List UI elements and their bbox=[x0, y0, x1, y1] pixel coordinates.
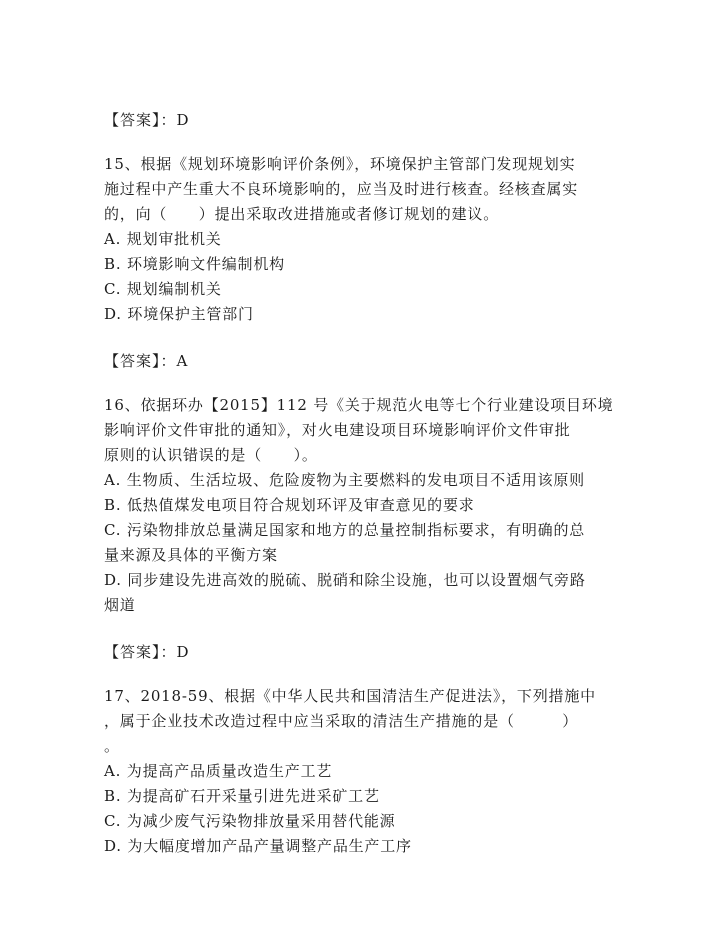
question-17-option-b: B. 为提高矿石开采量引进先进采矿工艺 bbox=[104, 787, 380, 805]
question-15-option-b: B. 环境影响文件编制机构 bbox=[104, 255, 285, 273]
question-16-option-d: D. 同步建设先进高效的脱硫、脱硝和除尘设施，也可以设置烟气旁路 bbox=[104, 571, 586, 589]
question-16-line-3: 原则的认识错误的是（ ）。 bbox=[104, 446, 318, 464]
question-15-line-2: 施过程中产生重大不良环境影响的，应当及时进行核查。经核查属实 bbox=[104, 180, 579, 198]
question-15-option-c: C. 规划编制机关 bbox=[104, 280, 222, 298]
question-15-line-1: 15、根据《规划环境影响评价条例》，环境保护主管部门发现规划实 bbox=[104, 155, 576, 173]
question-17-line-3: 。 bbox=[104, 737, 120, 755]
question-16-option-c-cont: 量来源及具体的平衡方案 bbox=[104, 546, 278, 564]
question-17-line-2: ，属于企业技术改造过程中应当采取的清洁生产措施的是（ ） bbox=[104, 712, 579, 730]
question-16-line-2: 影响评价文件审批的通知》，对火电建设项目环境影响评价文件审批 bbox=[104, 421, 571, 439]
question-16-option-b: B. 低热值煤发电项目符合规划环评及审查意见的要求 bbox=[104, 496, 475, 514]
question-17-option-d: D. 为大幅度增加产品产量调整产品生产工序 bbox=[104, 837, 412, 855]
question-16-option-c: C. 污染物排放总量满足国家和地方的总量控制指标要求，有明确的总 bbox=[104, 521, 586, 539]
question-15-option-a: A. 规划审批机关 bbox=[104, 230, 222, 248]
question-17-option-a: A. 为提高产品质量改造生产工艺 bbox=[104, 762, 333, 780]
question-15 bbox=[104, 152, 624, 327]
question-16-option-d-cont: 烟道 bbox=[104, 596, 136, 614]
question-16-option-a: A. 生物质、生活垃圾、危险废物为主要燃料的发电项目不适用该原则 bbox=[104, 471, 585, 489]
answer-line-14: 【答案】：D bbox=[104, 111, 190, 129]
question-17-option-c: C. 为减少废气污染物排放量采用替代能源 bbox=[104, 812, 396, 830]
question-15-line-3: 的，向（ ）提出采取改进措施或者修订规划的建议。 bbox=[104, 205, 500, 223]
answer-line-15: 【答案】：A bbox=[104, 352, 189, 370]
question-15-option-d: D. 环境保护主管部门 bbox=[104, 305, 254, 323]
answer-line-16: 【答案】：D bbox=[104, 643, 190, 661]
question-17-line-1: 17、2018-59、根据《中华人民共和国清洁生产促进法》，下列措施中 bbox=[104, 687, 596, 705]
question-16 bbox=[104, 393, 624, 618]
question-16-line-1: 16、依据环办【2015】112 号《关于规范火电等七个行业建设项目环境 bbox=[104, 396, 614, 414]
document-page bbox=[104, 108, 624, 859]
question-17 bbox=[104, 684, 624, 859]
